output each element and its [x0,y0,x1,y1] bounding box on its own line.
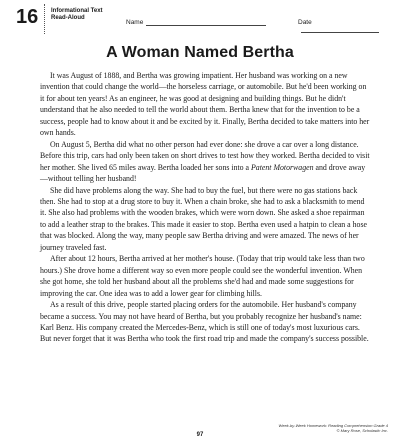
paragraph: On August 5, Bertha did what no other person had ever done: she drove a car over a long distance. Before this trip, cars had only been taken on short drives to test how they worked. Bertha decided to visit her mother. She lived 65 miles away. Bertha loaded her sons into a Patent Motorwagen and drove away—without telling her husband! [40,139,370,184]
name-field[interactable] [126,19,266,26]
paragraph: As a result of this drive, people started placing orders for the automobile. Her husband's company became a success. You may not have heard of Bertha, but you probably recognize her husband's name: Karl Benz. His company created the Mercedes-Benz, which is still one of today's most luxurious cars. But never forget that it was Bertha who took the first road trip and made the company's success possible. [40,300,369,344]
vehicle-name: Patent Motorwagen [251,162,314,172]
credit-line1: Week-by-Week Homework: Reading Comprehension Grade 4 [278,423,388,428]
page-title: A Woman Named Bertha [106,44,294,61]
name-line[interactable] [146,19,266,26]
paragraph: It was August of 1888, and Bertha was growing impatient. Her husband was working on a new invention that could change the world—the horseless carriage, or automobile. But he'd been working on it for about ten years! As an engineer, he was good at designing and building things. But he didn't understand that he also needed to tell the world about them. Bertha knew that for the invention to be a success, people had to know about it and be excited by it. Finally, Bertha decided to take matters into her own hands. [40,71,370,138]
article-body [40,70,370,345]
page-header [16,6,382,30]
page-number: 16 [16,6,39,28]
date-line[interactable] [301,26,379,33]
header-divider [44,4,45,34]
paragraph: She did have problems along the way. She had to buy the fuel, but there were no gas stations back then. She had to stop at a drug store to buy it. When a chain broke, she had to ask a blacksmith to mend it. She also had problems with the wooden brakes, which were worn down. She asked a shoe repairman to add a leather strap to the brakes. This made it easier to stop. Bertha even used a hatpin to clean a hose that was blocked. Along the way, many people saw Bertha driving and were amazed. The news of her journey traveled fast. [40,185,368,252]
section-label [51,8,103,22]
footer-page-number: 97 [196,432,204,438]
date-label: Date [298,19,312,26]
name-label: Name [126,19,144,26]
section-label-line1: Informational Text [51,8,103,14]
date-field[interactable] [298,19,382,33]
paragraph: After about 12 hours, Bertha arrived at her mother's house. (Today that trip would take less than two hours.) She drove home a different way so even more people could see the wonderful invention. When she got home, she told her husband about all the problems she'd had and made some suggestions for improving the car. One idea was to add a lower gear for climbing hills. [40,254,365,298]
credit-line2: © Mary Rose, Scholastic Inc. [336,428,388,433]
section-label-line2: Read-Aloud [51,15,85,21]
